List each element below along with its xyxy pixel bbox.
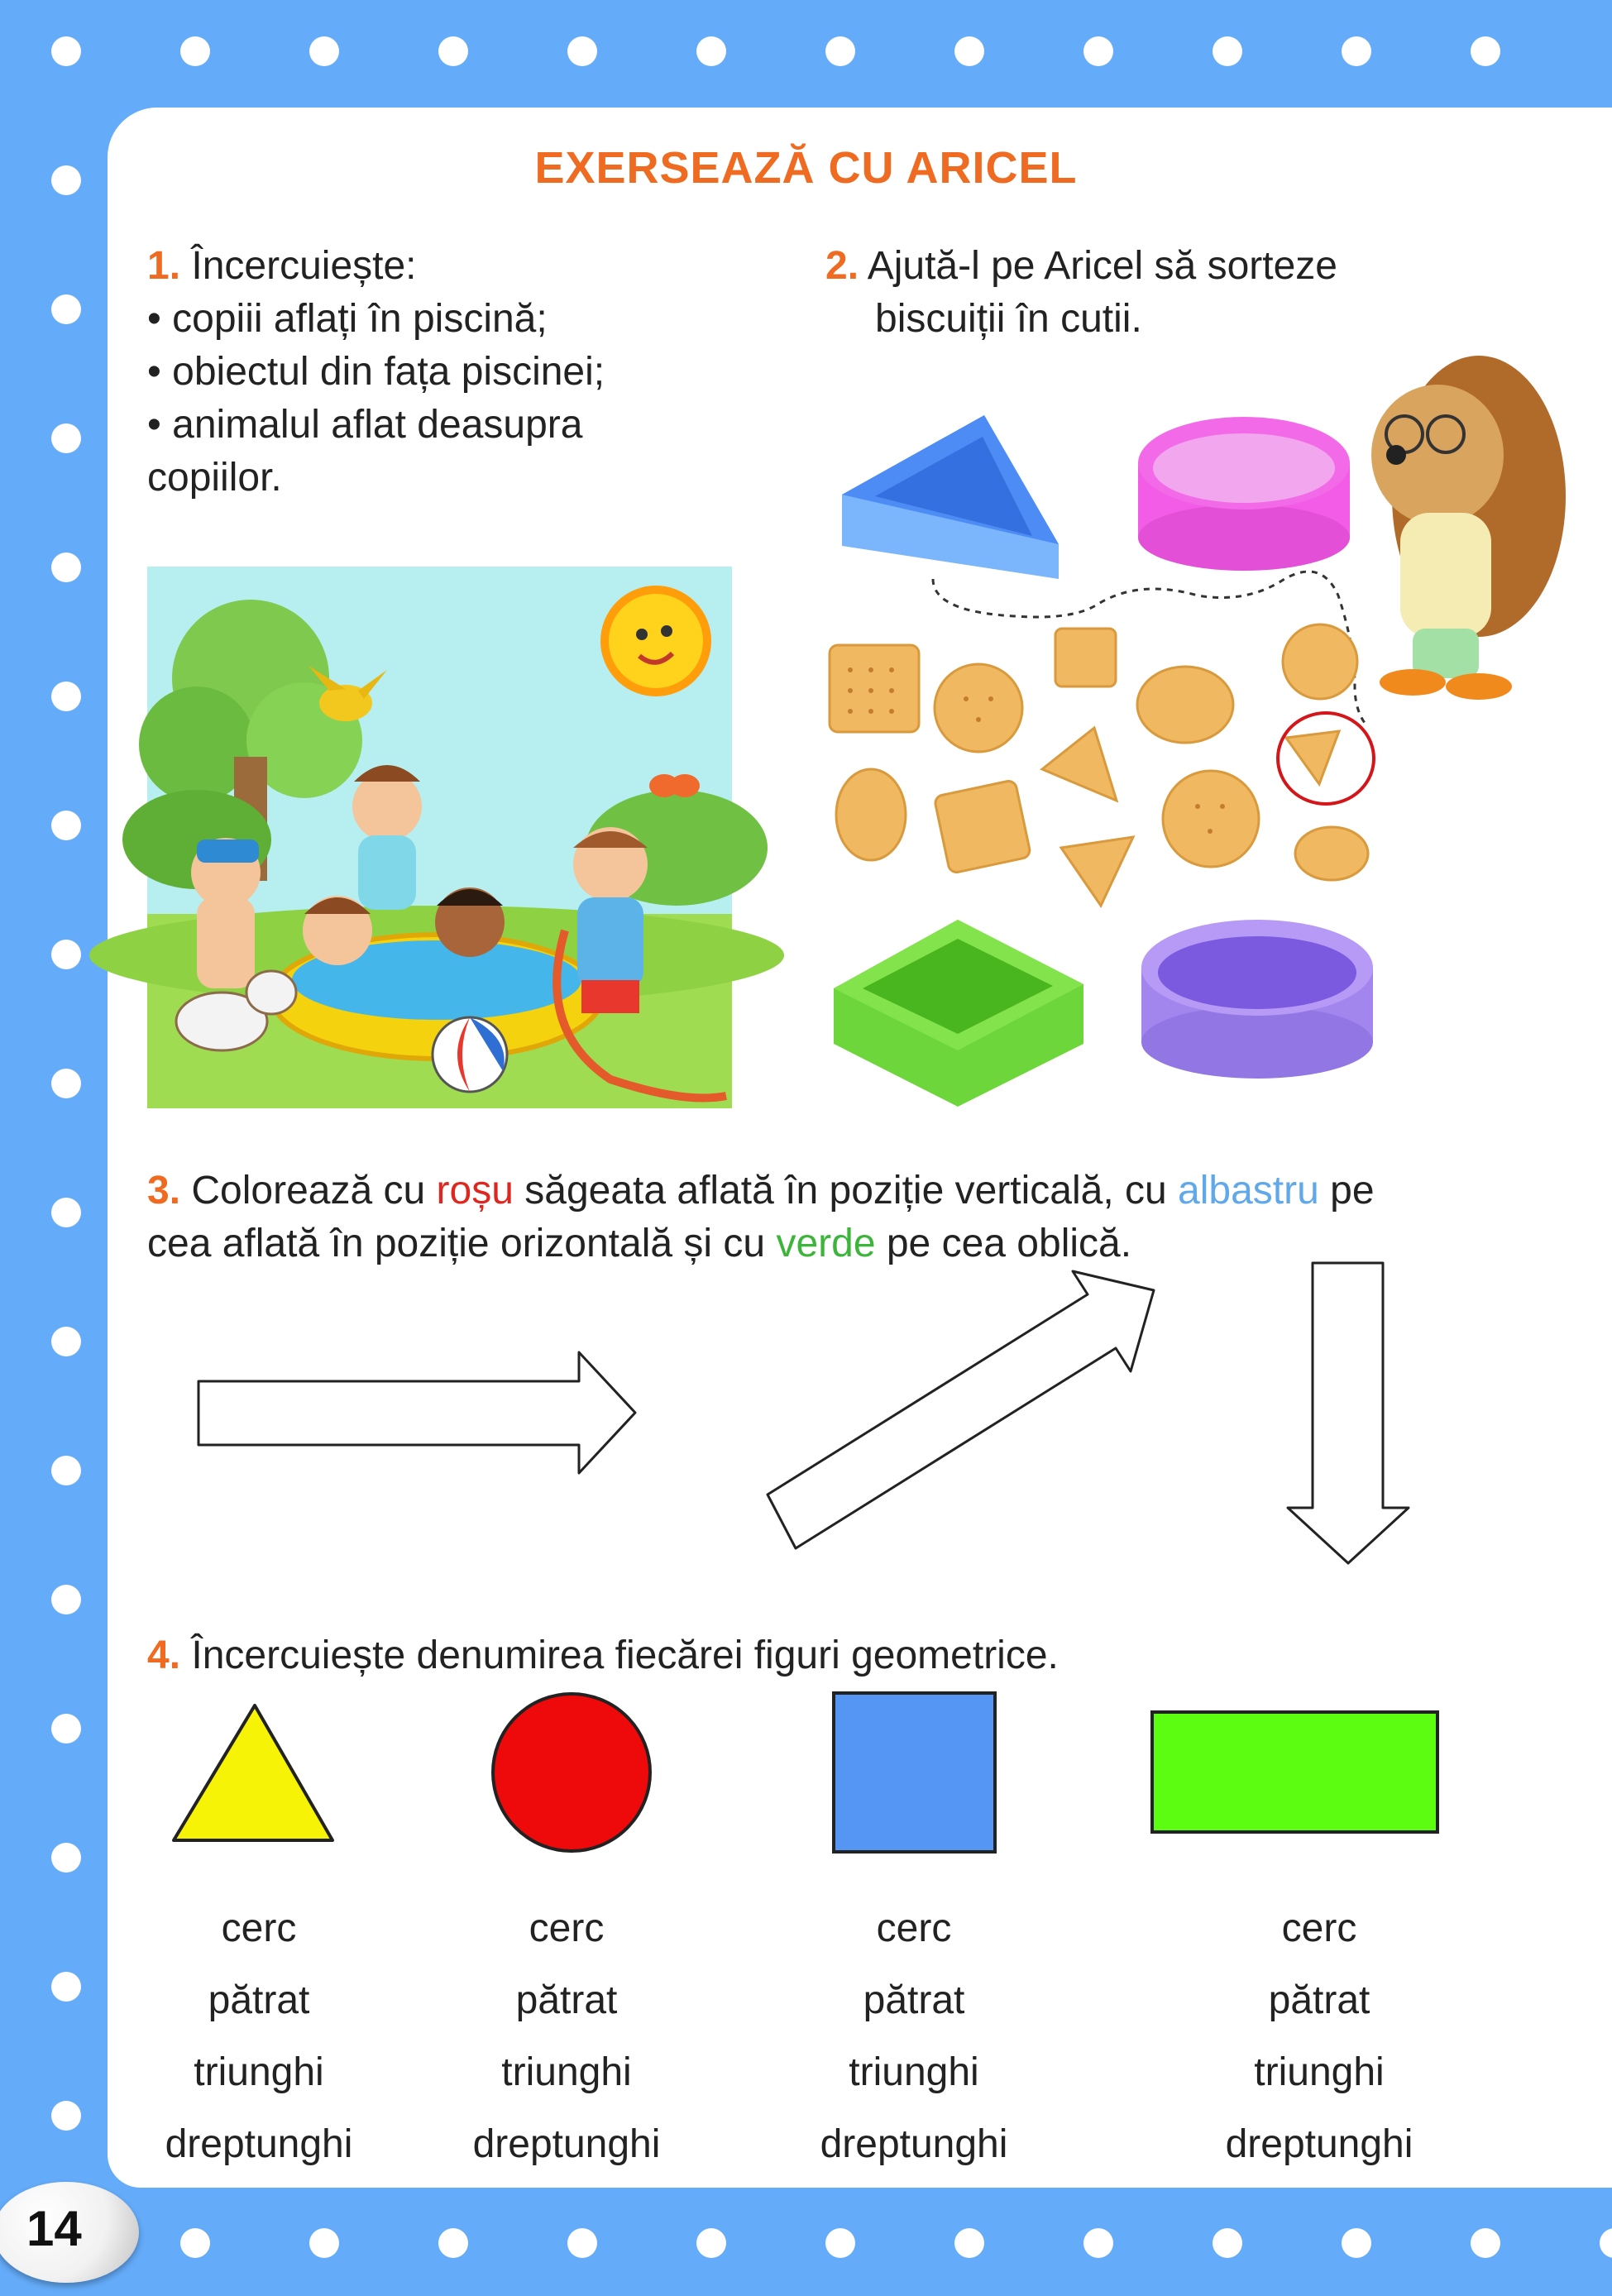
exercise-2-line: Ajută-l pe Aricel să sorteze — [867, 244, 1337, 288]
exercise-3-number: 3. — [147, 1169, 181, 1213]
yellow-triangle-icon — [174, 1705, 332, 1840]
option-cerc[interactable]: cerc — [1281, 1906, 1357, 1950]
option-dreptunghi[interactable]: dreptunghi — [472, 2122, 661, 2166]
option-triunghi[interactable]: triunghi — [1254, 2050, 1385, 2094]
option-cerc[interactable]: cerc — [876, 1906, 952, 1950]
exercise-3-text: săgeata aflată în poziție verticală, cu — [513, 1169, 1179, 1213]
exercise-1-intro: Încercuiește: — [191, 244, 417, 288]
color-word-blue: albastru — [1178, 1169, 1319, 1213]
answer-options-rectangle — [1195, 1892, 1443, 2180]
option-patrat[interactable]: pătrat — [863, 1978, 965, 2022]
blue-square-icon — [834, 1693, 995, 1852]
exercise-3-text: pe cea oblică. — [875, 1222, 1132, 1265]
exercise-3-text: Colorează cu — [191, 1169, 437, 1213]
option-dreptunghi[interactable]: dreptunghi — [820, 2122, 1008, 2166]
option-patrat[interactable]: pătrat — [515, 1978, 618, 2022]
option-triunghi[interactable]: triunghi — [501, 2050, 632, 2094]
red-circle-icon — [493, 1694, 650, 1851]
color-word-green: verde — [776, 1222, 876, 1265]
color-word-red: roșu — [436, 1169, 514, 1213]
option-cerc[interactable]: cerc — [529, 1906, 605, 1950]
page-number-badge — [0, 2182, 139, 2283]
green-rectangle-icon — [1152, 1712, 1437, 1832]
answer-options-triangle — [135, 1892, 383, 2180]
option-patrat[interactable]: pătrat — [208, 1978, 310, 2022]
exercise-2-number: 2. — [825, 244, 859, 288]
page-number: 14 — [26, 2201, 82, 2256]
page-title: EXERSEAZĂ CU ARICEL — [534, 143, 1078, 193]
exercise-1-number: 1. — [147, 244, 181, 288]
option-triunghi[interactable]: triunghi — [849, 2050, 979, 2094]
exercise-1-bullet-continuation: copiilor. — [147, 456, 282, 500]
exercise-4-number: 4. — [147, 1634, 181, 1677]
option-triunghi[interactable]: triunghi — [194, 2050, 324, 2094]
option-dreptunghi[interactable]: dreptunghi — [1225, 2122, 1413, 2166]
option-patrat[interactable]: pătrat — [1268, 1978, 1370, 2022]
exercise-1-bullet: • obiectul din fața piscinei; — [147, 350, 605, 394]
exercise-3-text: pe — [1318, 1169, 1375, 1213]
exercise-1-bullet: • animalul aflat deasupra — [147, 403, 583, 447]
exercise-2-line: biscuiții în cutii. — [875, 297, 1142, 341]
answer-options-square — [790, 1892, 1038, 2180]
option-dreptunghi[interactable]: dreptunghi — [165, 2122, 353, 2166]
exercise-4-text: Încercuiește denumirea fiecărei figuri geometrice. — [191, 1634, 1059, 1677]
exercise-1-bullet: • copiii aflați în piscină; — [147, 297, 548, 341]
option-cerc[interactable]: cerc — [221, 1906, 297, 1950]
exercise-3-text: cea aflată în poziție orizontală și cu — [147, 1222, 777, 1265]
answer-options-circle — [442, 1892, 691, 2180]
